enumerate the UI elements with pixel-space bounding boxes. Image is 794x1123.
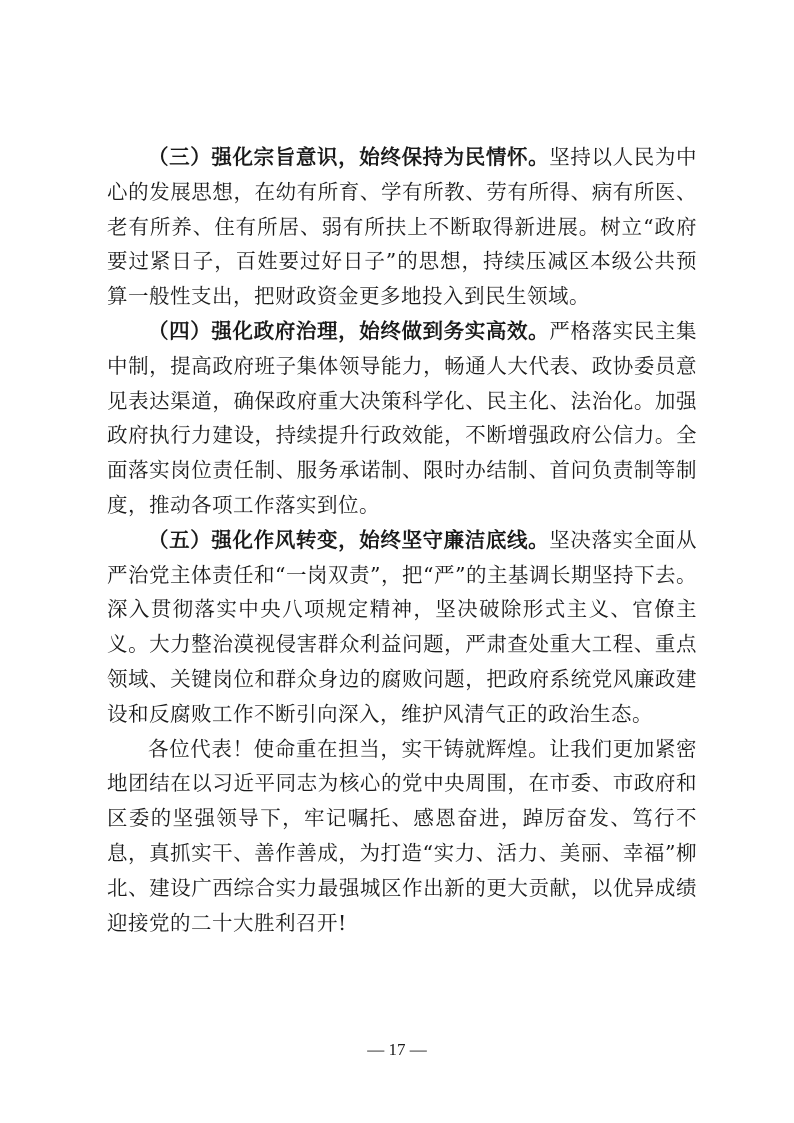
paragraph-closing-address [107, 732, 697, 941]
paragraph-text: 坚持以人民为中心的发展思想，在幼有所育、学有所教、劳有所得、病有所医、老有所养、住有所居、弱有所扶上不断取得新进展。树立“政府要过紧日子，百姓要过好日子”的思想，持续压减区本级公共预算一般性支出，把财政资金更多地投入到民生领域。 [107, 145, 698, 309]
paragraph-strengthen-governance [107, 314, 697, 523]
paragraph-text: 坚决落实全面从严治党主体责任和“一岗双责”，把“严”的主基调长期坚持下去。深入贯彻落实中央八项规定精神，坚决破除形式主义、官僚主义。大力整治漠视侵害群众利益问题，严肃查处重大工程、重点领域、关键岗位和群众身边的腐败问题，把政府系统党风廉政建设和反腐败工作不断引向深入，维护风清气正的政治生态。 [107, 527, 698, 726]
paragraph-heading: （五）强化作风转变，始终坚守廉洁底线。 [148, 527, 550, 552]
paragraph-strengthen-conduct [107, 523, 697, 732]
paragraph-strengthen-purpose [107, 140, 697, 314]
page-number: — 17 — [367, 1040, 427, 1059]
document-body [107, 140, 697, 940]
paragraph-heading: （四）强化政府治理，始终做到务实高效。 [148, 318, 550, 343]
paragraph-text: 各位代表！使命重在担当，实干铸就辉煌。让我们更加紧密地团结在以习近平同志为核心的党中央周围，在市委、市政府和区委的坚强领导下，牢记嘱托、感恩奋进，踔厉奋发、笃行不息，真抓实干、善作善成，为打造“实力、活力、美丽、幸福”柳北、建设广西综合实力最强城区作出新的更大贡献，以优异成绩迎接党的二十大胜利召开! [107, 736, 697, 935]
paragraph-heading: （三）强化宗旨意识，始终保持为民情怀。 [148, 145, 550, 169]
paragraph-text: 严格落实民主集中制，提高政府班子集体领导能力，畅通人大代表、政协委员意见表达渠道，确保政府重大决策科学化、民主化、法治化。加强政府执行力建设，持续提升行政效能，不断增强政府公信力。全面落实岗位责任制、服务承诺制、限时办结制、首问负责制等制度，推动各项工作落实到位。 [107, 318, 698, 517]
